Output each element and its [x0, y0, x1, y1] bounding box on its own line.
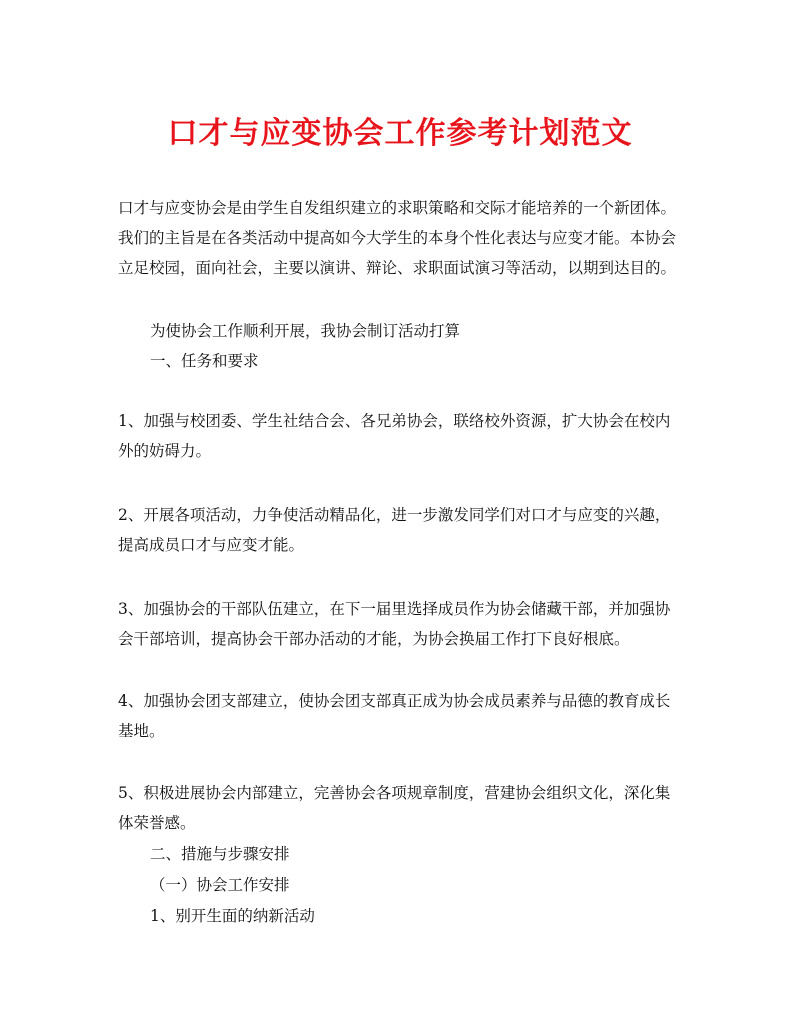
list-item: 5、积极进展协会内部建立，完善协会各项规章制度，营建协会组织文化，深化集体荣誉感。 [118, 784, 671, 832]
document-title: 口才与应变协会工作参考计划范文 [167, 116, 633, 151]
section-heading-measures: 二、措施与步骤安排 [150, 845, 290, 863]
section-heading-tasks: 一、任务和要求 [150, 352, 259, 370]
list-item: 2、开展各项活动，力争使活动精品化，进一步激发同学们对口才与应变的兴趣，提高成员口才与应变才能。 [118, 506, 671, 554]
list-item: 4、加强协会团支部建立，使协会团支部真正成为协会成员素养与品德的教育成长基地。 [118, 692, 671, 740]
list-item: 1、加强与校团委、学生社结合会、各兄弟协会，联络校外资源，扩大协会在校内外的妨碍力。 [118, 412, 671, 460]
sub-list-item: 1、别开生面的纳新活动 [150, 907, 315, 925]
intro-paragraph: 口才与应变协会是由学生自发组织建立的求职策略和交际才能培养的一个新团体。我们的主旨是在各类活动中提高如今大学生的本身个性化表达与应变才能。本协会立足校园，面向社会，主要以演讲、辩论、求职面试演习等活动，以期到达目的。 [118, 199, 677, 277]
lead-paragraph: 为使协会工作顺利开展，我协会制订活动打算 [150, 322, 461, 340]
list-item: 3、加强协会的干部队伍建立，在下一届里选择成员作为协会储藏干部，并加强协会干部培训，提高协会干部办活动的才能，为协会换届工作打下良好根底。 [118, 600, 671, 648]
subsection-heading: （一）协会工作安排 [150, 876, 290, 894]
